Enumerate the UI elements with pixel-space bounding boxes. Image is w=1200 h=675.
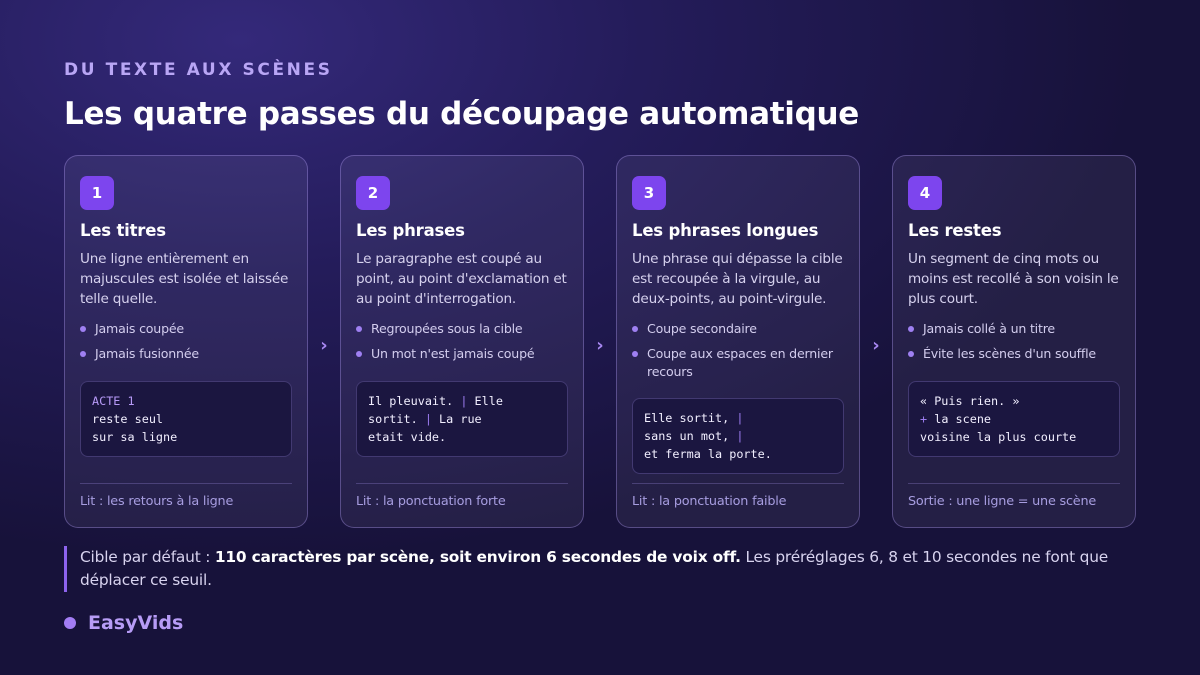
step-number-badge: 2 [356,176,390,210]
list-item: Regroupées sous la cible [356,320,568,338]
card-description: Un segment de cinq mots ou moins est recollé à son voisin le plus court. [908,251,1119,307]
code-text: sortit. [368,412,425,426]
eyebrow: DU TEXTE AUX SCÈNES [64,60,333,80]
list-item: Un mot n'est jamais coupé [356,345,568,363]
step-number-badge: 4 [908,176,942,210]
pass-card-2 [340,155,584,528]
note-prefix: Cible par défaut : [80,548,215,566]
pass-card-4 [892,155,1136,528]
code-example [80,381,292,457]
card-title: Les titres [80,221,166,240]
code-text: La rue [431,412,482,426]
chevron-right-icon: › [872,335,880,356]
cut-marker: | [736,411,744,425]
code-line: ACTE 1 [92,394,135,408]
card-footer: Lit : les retours à la ligne [80,483,292,509]
code-example [908,381,1120,457]
pass-card-1 [64,155,308,528]
list-item: Coupe aux espaces en dernier recours [632,345,844,381]
code-text: etait vide. [368,430,447,444]
cut-marker: | [736,429,744,443]
step-number-badge: 1 [80,176,114,210]
code-text: Elle [467,394,503,408]
page-title: Les quatre passes du découpage automatique [64,96,859,132]
code-example [356,381,568,457]
code-example [632,398,844,474]
code-text: la scene [927,412,992,426]
note-highlight: 110 caractères par scène, soit environ 6 secondes de voix off. [214,548,741,566]
code-line: reste seul [92,412,164,426]
chevron-right-icon: › [596,335,604,356]
code-text: et ferma la porte. [644,447,772,461]
card-title: Les restes [908,221,1002,240]
brand-name: EasyVids [88,612,184,634]
card-description: Une ligne entièrement en majuscules est isolée et laissée telle quelle. [80,251,289,307]
list-item: Coupe secondaire [632,320,844,338]
bullet-list [356,320,568,363]
code-text: Elle sortit, [644,411,737,425]
bullet-list [80,320,292,363]
list-item: Évite les scènes d'un souffle [908,345,1120,363]
code-text: voisine la plus courte [920,430,1077,444]
card-footer: Sortie : une ligne = une scène [908,483,1120,509]
merge-marker: + [920,412,928,426]
list-item: Jamais coupée [80,320,292,338]
passes-row [64,155,1136,528]
chevron-right-icon: › [320,335,328,356]
default-target-note [64,546,1134,592]
brand-logo [64,612,183,634]
bullet-list [632,320,844,381]
code-text: « Puis rien. » [920,394,1020,408]
card-description: Le paragraphe est coupé au point, au point d'exclamation et au point d'interrogation. [356,251,567,307]
card-footer: Lit : la ponctuation forte [356,483,568,509]
list-item: Jamais fusionnée [80,345,292,363]
list-item: Jamais collé à un titre [908,320,1120,338]
brand-dot-icon [64,617,76,629]
card-footer: Lit : la ponctuation faible [632,483,844,509]
card-description: Une phrase qui dépasse la cible est recoupée à la virgule, au deux-points, au point-virgule. [632,251,843,307]
code-line: sur sa ligne [92,430,178,444]
cut-marker: | [460,394,468,408]
code-text: sans un mot, [644,429,737,443]
bullet-list [908,320,1120,363]
card-title: Les phrases longues [632,221,819,240]
card-title: Les phrases [356,221,465,240]
cut-marker: | [424,412,432,426]
note-suffix: Les préréglages 6, 8 et 10 secondes ne font que déplacer ce seuil. [80,548,1109,589]
code-text: Il pleuvait. [368,394,461,408]
pass-card-3 [616,155,860,528]
step-number-badge: 3 [632,176,666,210]
